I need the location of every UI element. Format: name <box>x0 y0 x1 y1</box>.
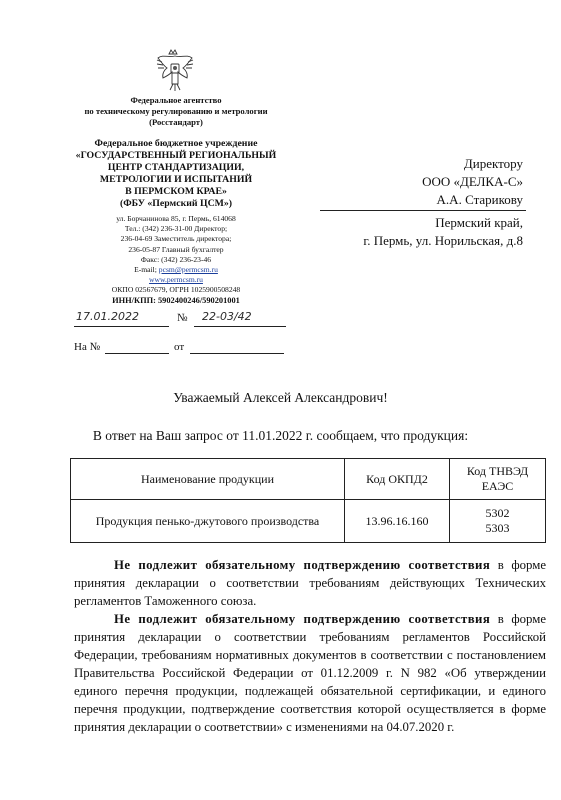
product-codes-table <box>70 458 546 543</box>
reply-to-line <box>74 341 314 357</box>
recipient-divider <box>320 210 526 211</box>
from-blank <box>190 353 284 354</box>
paragraph-customs-union: Не подлежит обязательному подтверждению соответствия в форме принятия декларации о соответствии требованиям действующих Технических регламентов Таможенного союза. <box>74 558 546 608</box>
registration-date: 17.01.2022 <box>76 310 139 323</box>
website-link[interactable]: www.permcsm.ru <box>149 275 203 285</box>
russian-coat-of-arms-icon <box>155 48 195 94</box>
inn: ИНН/КПП: 5902400246/590201001 <box>112 295 240 305</box>
header-product-name: Наименование продукции <box>71 459 345 500</box>
paragraph-2-emphasis: Не подлежит обязательному подтверждению соответствия <box>114 612 491 626</box>
cell-okpd2: 13.96.16.160 <box>345 500 450 543</box>
organization-name: Федеральное бюджетное учреждение «ГОСУДАРСТВЕННЫЙ РЕГИОНАЛЬНЫЙ ЦЕНТР СТАНДАРТИЗАЦИИ, МЕТРОЛОГИИ И ИСПЫТАНИЙ В ПЕРМСКОМ КРАЕ» (ФБУ «Пермский ЦСМ») <box>75 138 277 209</box>
address: ул. Борчанинова 85, г. Пермь, 614068 <box>116 214 236 223</box>
on-no-blank <box>105 353 169 354</box>
email-link[interactable]: pcsm@permcsm.ru <box>158 265 218 275</box>
cell-product-name: Продукция пенько-джутового производства <box>71 500 345 543</box>
fax: Факс: (342) 236-23-46 <box>140 254 212 264</box>
on-no-label: На № <box>74 341 101 353</box>
header-tnved: Код ТНВЭД ЕАЭС <box>450 459 546 500</box>
table-header-row <box>71 459 546 500</box>
header-okpd2: Код ОКПД2 <box>345 459 450 500</box>
cell-tnved: 5302 5303 <box>450 500 546 543</box>
email-label: E-mail; <box>134 265 157 275</box>
paragraph-russian-federation: Не подлежит обязательному подтверждению соответствия в форме принятия декларации о соответствии требованиям регламентов Российской Федерации, требованиям нормативных документов в соответствии с постановлением Правительства Российской Федерации от 01.12.2009 г. N 982 «Об утверждении единого перечня продукции, подлежащей обязательной сертификации, и единого перечня продукции, подтверждение соответствия которой осуществляется в форме принятия декларации о соответствии» с изменениями на 04.07.2020 г. <box>74 612 546 734</box>
recipient-block: Директору ООО «ДЕЛКА-С» А.А. Старикову <box>422 156 523 207</box>
phone-director: Тел.: (342) 236-31-00 Директор; <box>124 224 228 234</box>
contact-block <box>66 214 286 306</box>
paragraph-1-emphasis: Не подлежит обязательному подтверждению соответствия <box>114 558 491 572</box>
agency-name: Федеральное агентство по техническому регулированию и метрологии (Росстандарт) <box>84 95 268 127</box>
registration-line <box>74 310 304 328</box>
phone-deputy: 236-04-69 Заместитель директора; <box>120 234 232 244</box>
number-label: № <box>177 312 188 324</box>
phone-accountant: 236-05-87 Главный бухгалтер <box>128 244 224 254</box>
okpo: ОКПО 02567679, ОГРН 1025900508248 <box>111 285 241 295</box>
registration-number: 22-03/42 <box>202 310 252 323</box>
intro-text: В ответ на Ваш запрос от 11.01.2022 г. сообщаем, что продукция: <box>92 428 469 443</box>
recipient-address: Пермский край, г. Пермь, ул. Норильская, д.8 <box>363 215 523 248</box>
from-label: от <box>174 341 185 353</box>
table-row <box>71 500 546 543</box>
greeting: Уважаемый Алексей Александрович! <box>173 390 388 405</box>
